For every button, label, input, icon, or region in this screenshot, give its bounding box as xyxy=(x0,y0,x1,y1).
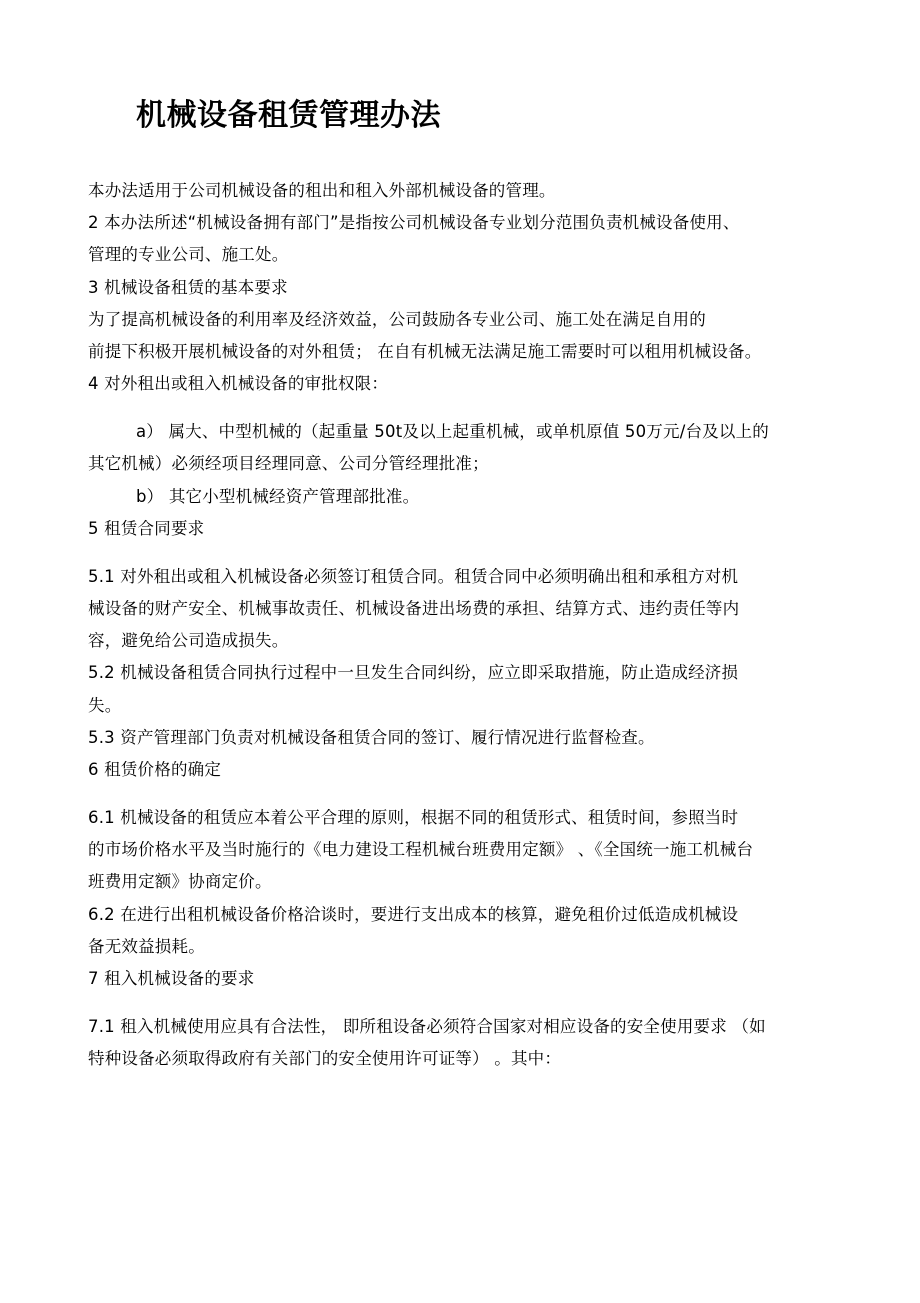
paragraph: 6.1 机械设备的租赁应本着公平合理的原则，根据不同的租赁形式、租赁时间，参照当时 xyxy=(88,808,739,828)
paragraph: 2 本办法所述“机械设备拥有部门”是指按公司机械设备专业划分范围负责机械设备使用、 xyxy=(88,213,740,233)
paragraph: 容，避免给公司造成损失。 xyxy=(88,631,289,651)
paragraph-heading-3: 3 机械设备租赁的基本要求 xyxy=(88,277,288,297)
paragraph: 5.1 对外租出或租入机械设备必须签订租赁合同。租赁合同中必须明确出租和承租方对机 xyxy=(88,566,739,586)
list-item-b: b） 其它小型机械经资产管理部批准。 xyxy=(136,486,420,506)
list-item-a: a） 属大、中型机械的（起重量 50t及以上起重机械，或单机原值 50万元/台及以上的 xyxy=(136,422,769,442)
paragraph-heading-7: 7 租入机械设备的要求 xyxy=(88,968,255,988)
paragraph: 6.2 在进行出租机械设备价格洽谈时，要进行支出成本的核算，避免租价过低造成机械设 xyxy=(88,904,739,924)
paragraph: 管理的专业公司、施工处。 xyxy=(88,245,289,265)
paragraph-heading-4: 4 对外租出或租入机械设备的审批权限： xyxy=(88,374,389,394)
paragraph: 特种设备必须取得政府有关部门的安全使用许可证等） 。其中： xyxy=(88,1049,562,1069)
page-title: 机械设备租赁管理办法 xyxy=(136,98,441,133)
paragraph-heading-6: 6 租赁价格的确定 xyxy=(88,759,222,779)
paragraph: 备无效益损耗。 xyxy=(88,936,205,956)
paragraph: 为了提高机械设备的利用率及经济效益，公司鼓励各专业公司、施工处在满足自用的 xyxy=(88,309,706,329)
paragraph: 本办法适用于公司机械设备的租出和租入外部机械设备的管理。 xyxy=(88,181,556,200)
paragraph: 失。 xyxy=(88,695,122,715)
paragraph: 械设备的财产安全、机械事故责任、机械设备进出场费的承担、结算方式、违约责任等内 xyxy=(88,599,740,619)
paragraph: 其它机械）必须经项目经理同意、公司分管经理批准； xyxy=(88,454,489,474)
paragraph: 的市场价格水平及当时施行的《电力建设工程机械台班费用定额》 、《全国统一施工机械台 xyxy=(88,840,754,860)
paragraph: 5.3 资产管理部门负责对机械设备租赁合同的签订、履行情况进行监督检查。 xyxy=(88,727,655,747)
paragraph: 班费用定额》协商定价。 xyxy=(88,872,272,892)
paragraph: 前提下积极开展机械设备的对外租赁； 在自有机械无法满足施工需要时可以租用机械设备。 xyxy=(88,341,762,361)
paragraph: 5.2 机械设备租赁合同执行过程中一旦发生合同纠纷，应立即采取措施，防止造成经济损 xyxy=(88,663,739,683)
document-body xyxy=(88,96,832,1075)
paragraph-heading-5: 5 租赁合同要求 xyxy=(88,518,205,538)
paragraph: 7.1 租入机械使用应具有合法性， 即所租设备必须符合国家对相应设备的安全使用要求 （如 xyxy=(88,1017,766,1037)
